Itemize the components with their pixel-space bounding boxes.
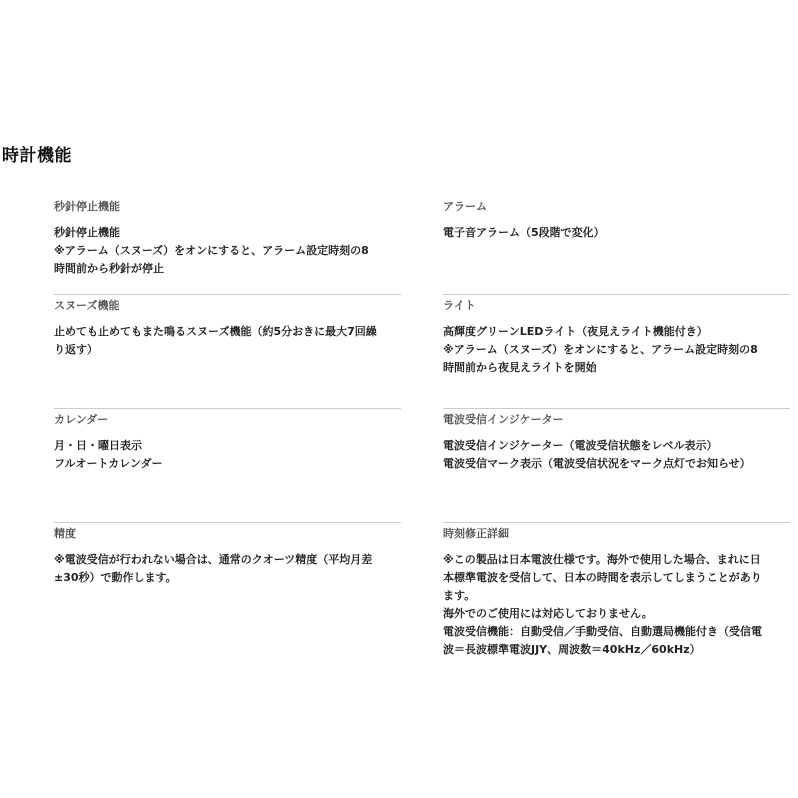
spec-radio-indicator	[443, 409, 790, 523]
spec-label: 精度	[54, 527, 76, 540]
spec-label: 電波受信インジケーター	[443, 413, 564, 426]
spec-label: スヌーズ機能	[54, 299, 120, 312]
spec-calendar	[54, 409, 401, 523]
spec-value: 電波受信インジケーター（電波受信状態をレベル表示） 電波受信マーク表示（電波受信状況をマーク点灯でお知らせ）	[443, 439, 751, 470]
spec-value: 月・日・曜日表示 フルオートカレンダー	[54, 439, 163, 470]
spec-value: 止めても止めてもまた鳴るスヌーズ機能（約5分おきに最大7回繰 り返す）	[54, 325, 377, 356]
spec-value: ※電波受信が行われない場合は、通常のクオーツ精度（平均月差 ±30秒）で動作します。	[54, 553, 373, 584]
spec-label: 時刻修正詳細	[443, 527, 509, 540]
spec-snooze	[54, 295, 401, 409]
spec-label: アラーム	[443, 200, 487, 213]
spec-value: 高輝度グリーンLEDライト（夜見えライト機能付き） ※アラーム（スヌーズ）をオンにすると、アラーム設定時刻の8 時間前から夜見えライトを開始	[443, 325, 758, 374]
spec-column-left	[54, 196, 401, 587]
spec-value: 秒針停止機能 ※アラーム（スヌーズ）をオンにすると、アラーム設定時刻の8 時間前から秒針が停止	[54, 226, 369, 275]
spec-column-right	[443, 196, 790, 659]
spec-light	[443, 295, 790, 409]
spec-label: 秒針停止機能	[54, 200, 120, 213]
spec-time-correction	[443, 523, 790, 659]
spec-label: カレンダー	[54, 413, 109, 426]
section-title: 時計機能	[2, 146, 72, 166]
spec-accuracy	[54, 523, 401, 587]
spec-value: 電子音アラーム（5段階で変化）	[443, 226, 605, 239]
spec-value: ※この製品は日本電波仕様です。海外で使用した場合、まれに日 本標準電波を受信して、日本の時間を表示してしまうことがあり ます。 海外でのご使用には対応しておりません。 電波受信機能：自動受信／手動受信、自動選局機能付き（受信電 波＝長波標準電波JJY、周波数＝40kHz／60kHz）	[443, 553, 762, 656]
spec-second-hand-stop	[54, 196, 401, 295]
spec-alarm	[443, 196, 790, 295]
spec-label: ライト	[443, 299, 476, 312]
